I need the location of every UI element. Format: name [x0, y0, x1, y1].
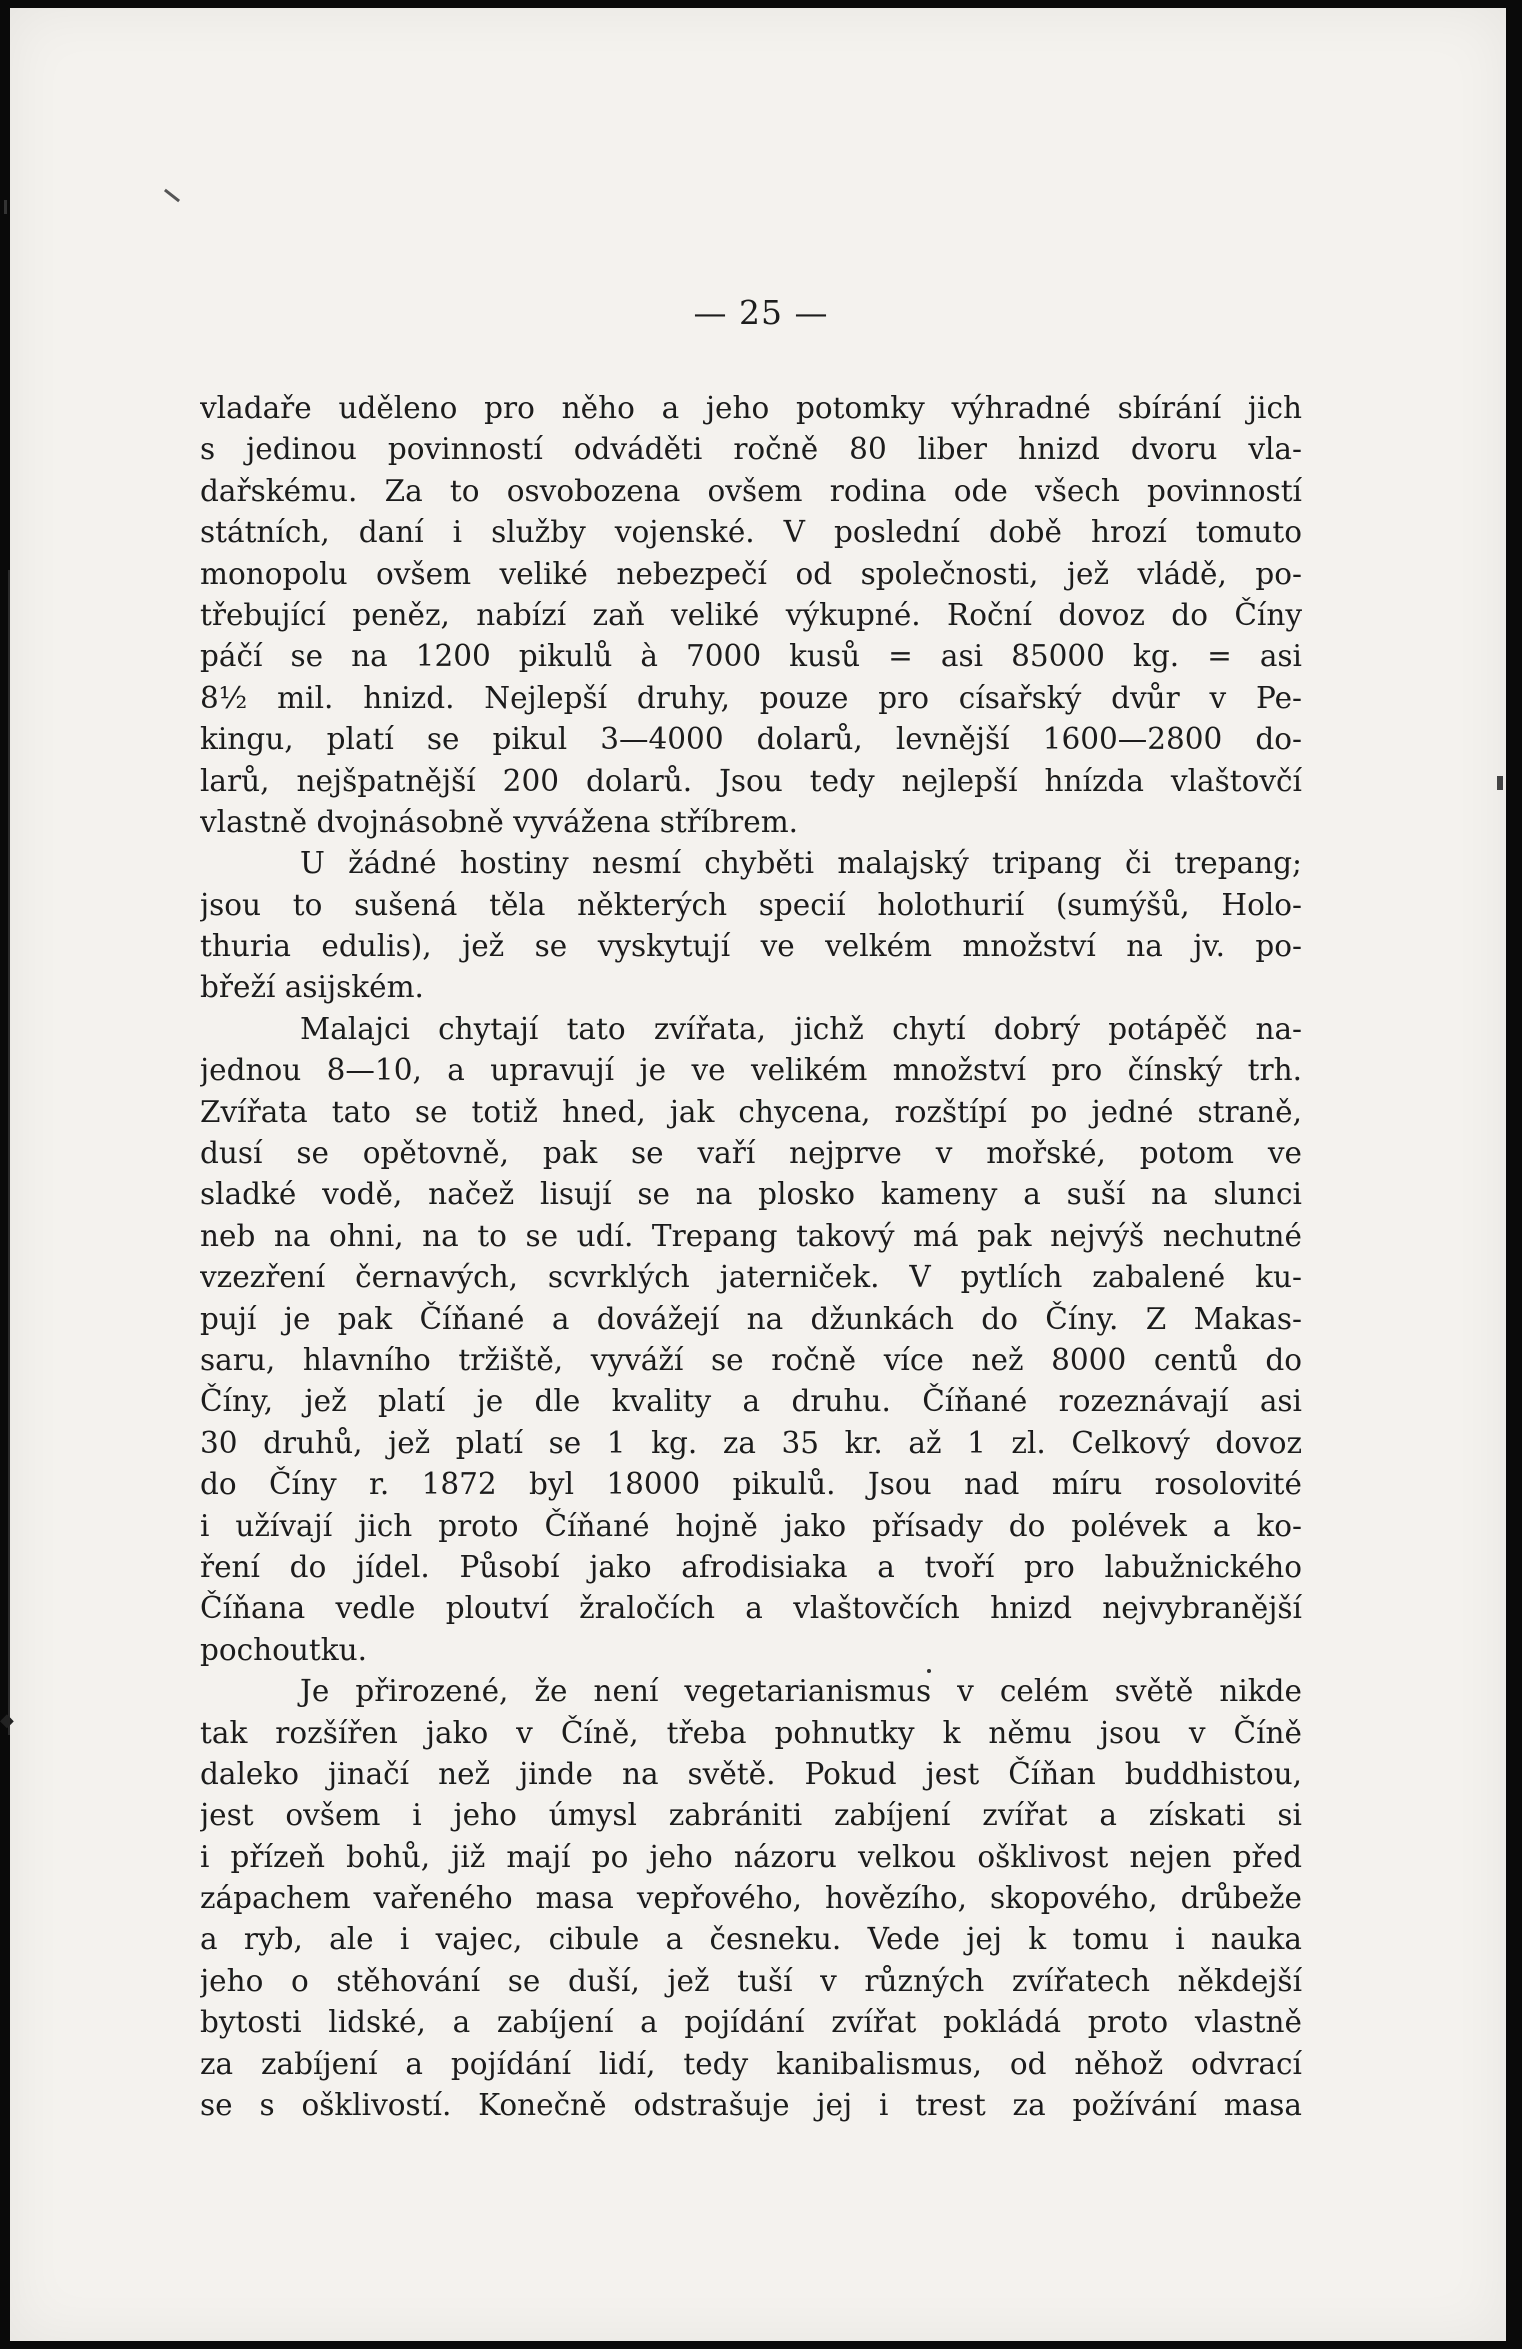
- text-line: za zabíjení a pojídání lidí, tedy kanibalismus, od něhož odvrací: [200, 2046, 1302, 2081]
- text-line: vzezření černavých, scvrklých jaterniček. V pytlích zabalené ku-: [200, 1260, 1302, 1295]
- text-line: thuria edulis), jež se vyskytují ve velkém množství na jv. po-: [200, 929, 1302, 964]
- text-line: dusí se opětovně, pak se vaří nejprve v mořské, potom ve: [200, 1136, 1302, 1171]
- text-line: 8½ mil. hnizd. Nejlepší druhy, pouze pro císařský dvůr v Pe-: [200, 680, 1302, 715]
- binding-edge-line: [8, 570, 10, 1735]
- text-line: pochoutku.: [200, 1632, 368, 1667]
- text-line: kingu, platí se pikul 3—4000 dolarů, levnější 1600—2800 do-: [200, 722, 1302, 757]
- text-line: zápachem vařeného masa vepřového, hovězího, skopového, drůbeže: [200, 1881, 1302, 1916]
- paragraph-3: [200, 1009, 1302, 1671]
- text-line: a ryb, ale i vajec, cibule a česneku. Vede jej k tomu i nauka: [200, 1922, 1302, 1957]
- text-line: jsou to sušená těla některých specií holothurií (sumýšů, Holo-: [200, 887, 1302, 922]
- scan-speck: [927, 1669, 931, 1673]
- text-line: monopolu ovšem veliké nebezpečí od společnosti, jež vládě, po-: [200, 556, 1302, 591]
- text-line: U žádné hostiny nesmí chyběti malajský tripang či trepang;: [300, 846, 1302, 881]
- paragraph-2: [200, 843, 1302, 1009]
- text-line: Zvířata tato se totiž hned, jak chycena, rozštípí po jedné straně,: [200, 1094, 1302, 1129]
- text-line: pují je pak Číňané a dovážejí na džunkách do Číny. Z Makas-: [200, 1301, 1302, 1336]
- binding-arrow-mark: ◆: [0, 1710, 14, 1731]
- text-line: vlastně dvojnásobně vyvážena stříbrem.: [200, 804, 799, 839]
- text-line: vladaře uděleno pro něho a jeho potomky výhradné sbírání jich: [200, 391, 1302, 425]
- text-line: se s ošklivostí. Konečně odstrašuje jej i trest za požívání masa: [200, 2088, 1302, 2123]
- text-line: neb na ohni, na to se udí. Trepang takový má pak nejvýš nechutné: [200, 1218, 1302, 1253]
- scan-edge-mark: [1497, 776, 1503, 790]
- text-line: daleko jinačí než jinde na světě. Pokud jest Číňan buddhistou,: [200, 1756, 1302, 1791]
- text-line: Je přirozené, že není vegetarianismus v celém světě nikde: [300, 1674, 1302, 1709]
- binding-mark: [4, 200, 7, 214]
- text-line: larů, nejšpatnější 200 dolarů. Jsou tedy nejlepší hnízda vlaštovčí: [200, 763, 1302, 798]
- text-line: páčí se na 1200 pikulů à 7000 kusů = asi 85000 kg. = asi: [200, 639, 1302, 674]
- text-line: dařskému. Za to osvobozena ovšem rodina ode všech povinností: [200, 473, 1302, 508]
- text-line: Číny, jež platí je dle kvality a druhu. Číňané rozeznávají asi: [200, 1384, 1302, 1419]
- page-number: — 25 —: [693, 293, 829, 332]
- text-line: i užívají jich proto Číňané hojně jako přísady do polévek a ko-: [200, 1508, 1302, 1543]
- text-line: tak rozšířen jako v Číně, třeba pohnutky k němu jsou v Číně: [200, 1715, 1302, 1750]
- text-line: jest ovšem i jeho úmysl zabrániti zabíjení zvířat a získati si: [200, 1798, 1302, 1833]
- text-line: sladké vodě, načež lisují se na plosko kameny a suší na slunci: [200, 1177, 1302, 1212]
- text-line: jeho o stěhování se duší, jež tuší v různých zvířatech někdejší: [200, 1963, 1302, 1998]
- text-line: jednou 8—10, a upravují je ve velikém množství pro čínský trh.: [200, 1053, 1302, 1088]
- text-line: státních, daní i služby vojenské. V poslední době hrozí tomuto: [200, 515, 1302, 550]
- text-line: 30 druhů, jež platí se 1 kg. za 35 kr. až 1 zl. Celkový dovoz: [200, 1425, 1302, 1460]
- text-line: s jedinou povinností odváděti ročně 80 liber hnizd dvoru vla-: [200, 432, 1302, 467]
- paragraph-1: [200, 388, 1302, 843]
- text-line: břeží asijském.: [200, 970, 424, 1005]
- text-line: Malajci chytají tato zvířata, jichž chytí dobrý potápěč na-: [300, 1011, 1302, 1046]
- text-line: ření do jídel. Působí jako afrodisiaka a tvoří pro labužnického: [200, 1549, 1302, 1584]
- text-line: do Číny r. 1872 byl 18000 pikulů. Jsou nad míru rosolovité: [200, 1467, 1302, 1502]
- body-text: [200, 388, 1302, 2126]
- text-line: saru, hlavního tržiště, vyváží se ročně více než 8000 centů do: [200, 1342, 1302, 1377]
- paragraph-4: [200, 1671, 1302, 2126]
- text-line: třebující peněz, nabízí zaň veliké výkupné. Roční dovoz do Číny: [200, 597, 1302, 632]
- text-line: Číňana vedle ploutví žraločích a vlaštovčích hnizd nejvybranější: [200, 1591, 1302, 1626]
- text-line: i přízeň bohů, již mají po jeho názoru velkou ošklivost nejen před: [200, 1839, 1302, 1874]
- text-line: bytosti lidské, a zabíjení a pojídání zvířat pokládá proto vlastně: [200, 2005, 1302, 2040]
